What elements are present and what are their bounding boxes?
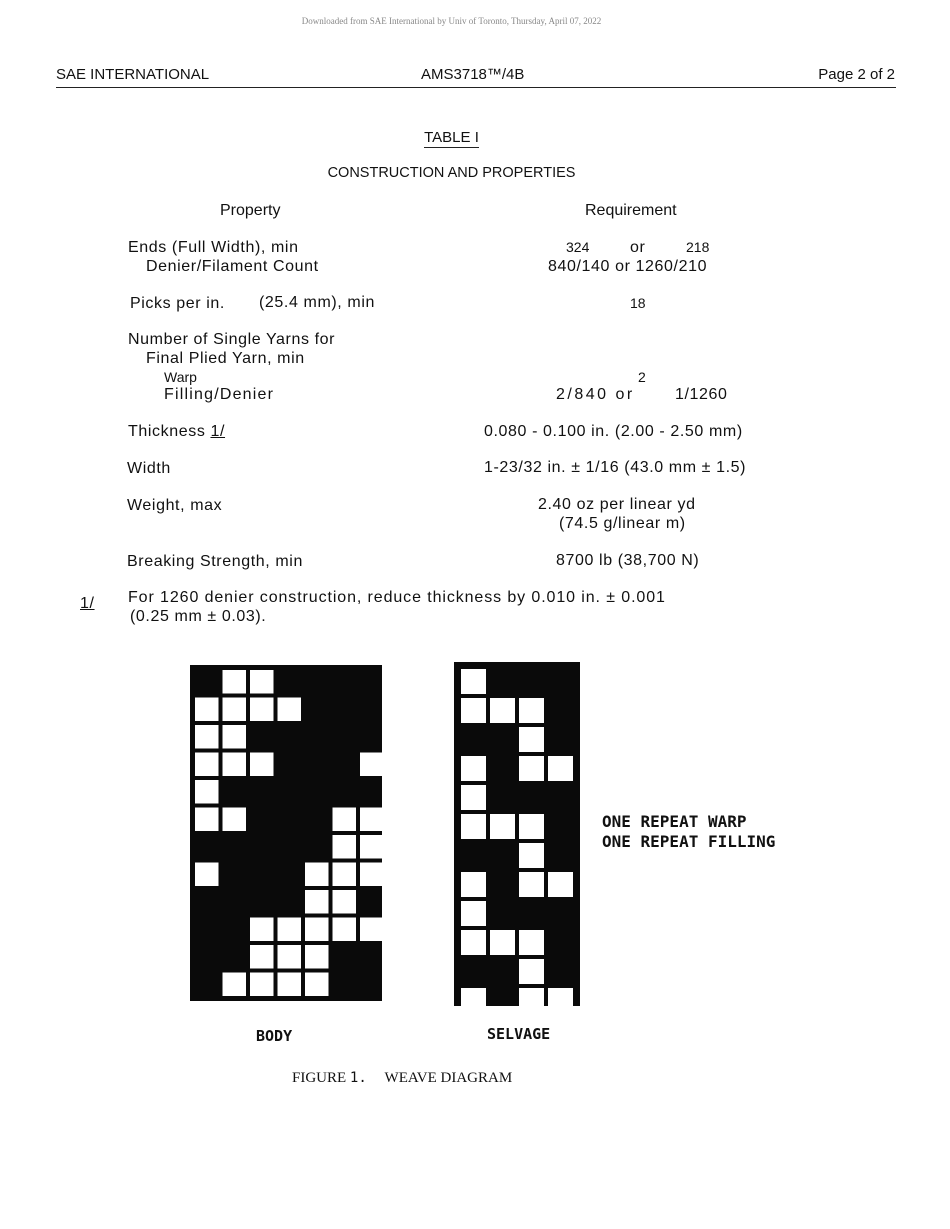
- body-weave-open-cell: [278, 945, 302, 969]
- body-weave-open-cell: [195, 780, 219, 804]
- yarns-label-1: Number of Single Yarns for: [128, 331, 336, 348]
- header-doc-id: AMS3718™/4B: [421, 66, 525, 83]
- body-weave-open-cell: [333, 835, 357, 859]
- body-weave-open-cell: [278, 698, 302, 722]
- warp-label: Warp: [164, 369, 197, 385]
- body-weave-open-cell: [195, 808, 219, 832]
- legend-repeat-warp: ONE REPEAT WARP: [602, 812, 747, 831]
- warp-value: 2: [638, 369, 646, 385]
- breaking-value: 8700 lb (38,700 N): [556, 552, 700, 569]
- selvage-weave-open-cell: [490, 814, 515, 839]
- body-weave-open-cell: [305, 918, 329, 942]
- column-header-property: Property: [220, 202, 281, 219]
- selvage-weave-open-cell: [548, 988, 573, 1006]
- selvage-weave-open-cell: [461, 698, 486, 723]
- selvage-weave-open-cell: [548, 756, 573, 781]
- body-weave-open-cell: [195, 753, 219, 777]
- selvage-weave-open-cell: [519, 930, 544, 955]
- ends-label: Ends (Full Width), min: [128, 239, 299, 256]
- body-weave-open-cell: [278, 973, 302, 997]
- body-weave-open-cell: [223, 808, 247, 832]
- ends-or: or: [630, 239, 646, 256]
- header-page-number: Page 2 of 2: [818, 66, 895, 83]
- yarns-label-2: Final Plied Yarn, min: [146, 350, 305, 367]
- breaking-label: Breaking Strength, min: [127, 553, 303, 570]
- body-weave-open-cell: [223, 670, 247, 694]
- selvage-weave-open-cell: [519, 988, 544, 1006]
- footnote-line-2: (0.25 mm ± 0.03).: [130, 608, 267, 625]
- body-weave-open-cell: [223, 725, 247, 749]
- body-weave-open-cell: [250, 670, 274, 694]
- thickness-label-text: Thickness: [128, 423, 206, 440]
- thickness-footnote-ref: 1/: [210, 423, 226, 440]
- picks-label-a: Picks per in.: [130, 295, 225, 312]
- body-weave-open-cell: [223, 973, 247, 997]
- body-weave-open-cell: [250, 698, 274, 722]
- body-label: BODY: [256, 1027, 293, 1045]
- thickness-label: [128, 423, 225, 441]
- selvage-weave-open-cell: [461, 930, 486, 955]
- header-rule: [56, 87, 896, 88]
- table-title: [0, 129, 903, 146]
- weight-value-2: (74.5 g/linear m): [559, 515, 686, 532]
- body-weave-open-cell: [360, 753, 382, 777]
- selvage-weave-open-cell: [461, 669, 486, 694]
- body-weave-open-cell: [250, 918, 274, 942]
- column-header-requirement: Requirement: [585, 202, 677, 219]
- body-weave-open-cell: [360, 863, 382, 887]
- selvage-weave-open-cell: [519, 814, 544, 839]
- selvage-weave-open-cell: [519, 872, 544, 897]
- filling-value-b: 1/1260: [675, 386, 728, 403]
- table-title-text: TABLE I: [424, 129, 479, 146]
- selvage-weave-open-cell: [519, 843, 544, 868]
- body-weave-open-cell: [333, 808, 357, 832]
- denier-value: 840/140 or 1260/210: [548, 258, 708, 275]
- selvage-weave-open-cell: [519, 756, 544, 781]
- width-label: Width: [127, 460, 171, 477]
- body-weave-open-cell: [333, 918, 357, 942]
- selvage-weave-open-cell: [519, 727, 544, 752]
- weight-value-1: 2.40 oz per linear yd: [538, 496, 696, 513]
- figure-caption-prefix: FIGURE: [292, 1070, 347, 1086]
- body-weave-open-cell: [360, 918, 382, 942]
- body-weave-open-cell: [195, 863, 219, 887]
- body-weave-open-cell: [333, 863, 357, 887]
- selvage-weave-open-cell: [519, 698, 544, 723]
- body-weave-open-cell: [250, 753, 274, 777]
- figure-caption-number: 1.: [349, 1070, 367, 1086]
- picks-value: 18: [630, 295, 646, 311]
- selvage-weave-open-cell: [461, 785, 486, 810]
- selvage-weave-open-cell: [519, 959, 544, 984]
- body-weave-open-cell: [195, 725, 219, 749]
- selvage-weave-open-cell: [461, 988, 486, 1006]
- ends-value-b: 218: [686, 239, 710, 255]
- filling-label: Filling/Denier: [164, 386, 275, 403]
- filling-value-a: 2/840 or: [556, 386, 635, 403]
- body-weave-open-cell: [195, 698, 219, 722]
- picks-label-b: (25.4 mm), min: [259, 294, 375, 311]
- selvage-label: SELVAGE: [487, 1025, 551, 1043]
- table-subtitle: CONSTRUCTION AND PROPERTIES: [327, 165, 576, 181]
- body-weave-open-cell: [305, 890, 329, 914]
- body-weave-open-cell: [223, 753, 247, 777]
- body-weave-open-cell: [360, 808, 382, 832]
- selvage-weave-open-cell: [490, 930, 515, 955]
- header-org: SAE INTERNATIONAL: [56, 66, 210, 83]
- selvage-weave-open-cell: [461, 901, 486, 926]
- download-note: Downloaded from SAE International by Univ of Toronto, Thursday, April 07, 2022: [301, 16, 602, 26]
- body-weave-open-cell: [305, 863, 329, 887]
- body-weave-open-cell: [305, 945, 329, 969]
- denier-label: Denier/Filament Count: [146, 258, 319, 275]
- selvage-weave-open-cell: [461, 814, 486, 839]
- selvage-weave-open-cell: [548, 872, 573, 897]
- footnote-line-1: For 1260 denier construction, reduce thickness by 0.010 in. ± 0.001: [128, 589, 666, 606]
- selvage-weave-open-cell: [461, 756, 486, 781]
- width-value: 1-23/32 in. ± 1/16 (43.0 mm ± 1.5): [484, 459, 747, 476]
- legend-repeat-filling: ONE REPEAT FILLING: [602, 832, 776, 851]
- weight-label: Weight, max: [127, 497, 223, 514]
- thickness-value: 0.080 - 0.100 in. (2.00 - 2.50 mm): [484, 423, 743, 440]
- selvage-weave-diagram: [454, 662, 580, 1006]
- body-weave-diagram: [190, 665, 382, 1011]
- body-weave-open-cell: [305, 973, 329, 997]
- body-weave-open-cell: [250, 945, 274, 969]
- body-weave-open-cell: [223, 698, 247, 722]
- body-weave-open-cell: [278, 918, 302, 942]
- selvage-weave-open-cell: [490, 698, 515, 723]
- ends-value-a: 324: [566, 239, 590, 255]
- body-weave-open-cell: [333, 890, 357, 914]
- body-weave-open-cell: [250, 973, 274, 997]
- footnote-marker: 1/: [80, 595, 95, 612]
- figure-caption: [292, 1070, 512, 1087]
- figure-caption-title: WEAVE DIAGRAM: [384, 1070, 513, 1086]
- selvage-weave-open-cell: [461, 872, 486, 897]
- body-weave-open-cell: [360, 835, 382, 859]
